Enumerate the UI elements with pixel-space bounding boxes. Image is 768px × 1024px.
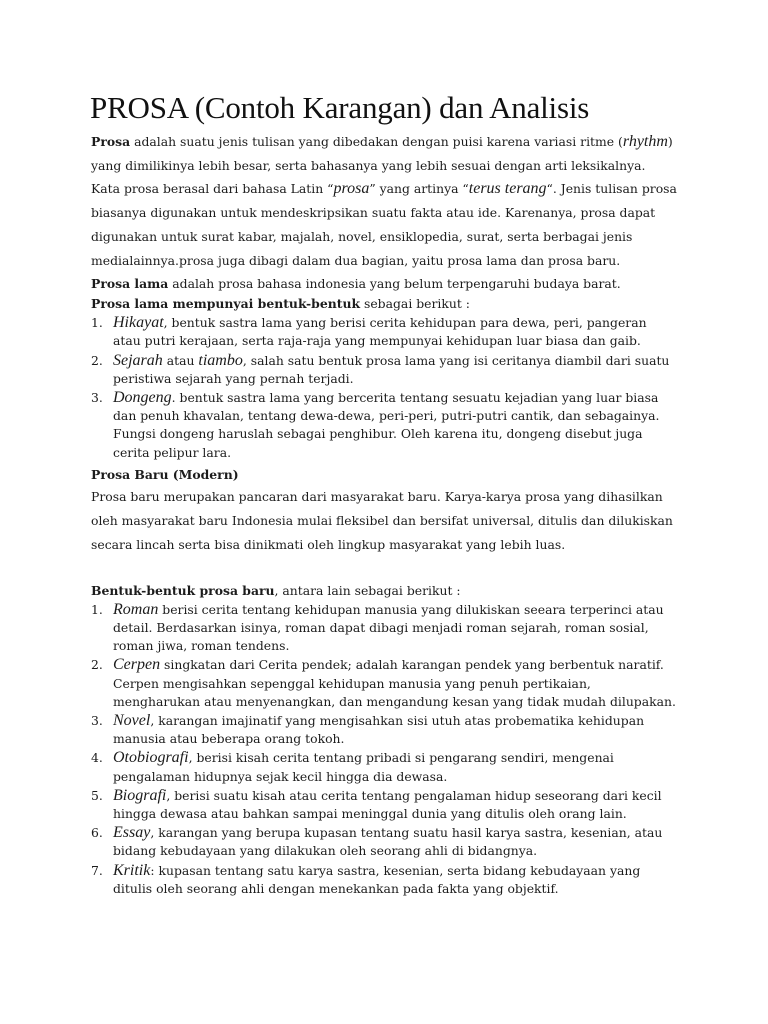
list-item [91,787,678,823]
intro-prosa: prosa [333,180,370,198]
list-number: 2. [91,352,103,368]
list-term: Cerpen [113,656,161,674]
prosa-lama-forms-lead: Prosa lama mempunyai bentuk-bentuk [91,296,361,312]
list-item [91,314,678,350]
list-number: 6. [91,825,103,841]
intro-text-b: ) yang dimilikinya lebih besar, serta bahasanya yang lebih sesuai dengan arti leksikalnya. Kata prosa berasal dari bahasa Latin “ [91,134,673,197]
list-term: Sejarah [113,351,163,369]
list-text: , karangan yang berupa kupasan tentang suatu hasil karya sastra, kesenian, atau bidang kebudayaan yang dilakukan oleh seorang ahli di bidangnya. [113,825,663,859]
list-item [91,352,678,388]
prosa-baru-forms-text: , antara lain sebagai berikut : [274,582,461,598]
prosa-lama-definition [91,274,678,294]
list-text: , karangan imajinatif yang mengisahkan sisi utuh atas probematika kehidupan manusia atau beberapa orang tokoh. [113,713,645,747]
list-text: , bentuk sastra lama yang berisi cerita kehidupan para dewa, peri, pangeran atau putri kerajaan, serta raja-raja yang mempunyai kehidupan luar biasa dan gaib. [113,315,647,349]
list-term-2: tiambo [198,351,243,369]
prosa-baru-forms-lead: Bentuk-bentuk prosa baru [91,582,275,598]
list-number: 5. [91,787,103,803]
list-term: Essay [113,824,151,842]
spacer [91,557,678,581]
list-item [91,824,678,860]
prosa-baru-list [91,601,678,898]
list-item [91,389,678,462]
intro-text-c: ” yang artinya “ [369,181,469,197]
intro-lead: Prosa [91,134,131,149]
list-term: Roman [113,600,159,618]
intro-paragraph [91,130,678,272]
list-term: Otobiografi [113,749,189,767]
intro-rhythm: rhythm [622,133,668,150]
list-term: Dongeng [113,389,172,407]
list-text: : kupasan tentang satu karya sastra, kesenian, serta bidang kebudayaan yang ditulis oleh seorang ahli dengan menekankan pada fakta yang objektif. [113,862,641,896]
prosa-baru-heading [91,465,678,485]
list-text: . bentuk sastra lama yang bercerita tentang sesuatu kejadian yang luar biasa dan penuh khavalan, tentang dewa-dewa, peri-peri, putri-putri cantik, dan sebagainya. Fungsi dongeng haruslah sebagai penghibur. Oleh karena itu, dongeng disebut juga cerita pelipur lara. [113,390,660,460]
list-term: Biografi [113,786,167,804]
list-text: singkatan dari Cerita pendek; adalah karangan pendek yang berbentuk naratif. Cerpen mengisahkan sepenggal kehidupan manusia yang penuh pertikaian, mengharukan atau menyenangkan, dan mengandung kesan yang tidak mudah dilupakan. [113,657,676,709]
prosa-lama-forms-text: sebagai berikut : [360,296,470,312]
list-number: 1. [91,601,103,617]
prosa-lama-lead: Prosa lama [91,276,169,292]
list-number: 3. [91,713,103,729]
list-item [91,749,678,785]
list-item [91,601,678,656]
prosa-baru-heading-text: Prosa Baru (Modern) [91,466,239,482]
list-item [91,862,678,898]
list-term: Novel [113,712,151,730]
list-text: berisi cerita tentang kehidupan manusia yang dilukiskan seeara terperinci atau detail. Berdasarkan isinya, roman dapat dibagi menjadi roman sejarah, roman sosial, roman jiwa, roman tendens. [113,601,664,654]
list-term: Hikayat [113,314,164,332]
list-text: , salah satu bentuk prosa lama yang isi ceritanya diambil dari suatu peristiwa sejarah yang pernah terjadi. [113,352,670,386]
list-number: 3. [91,390,103,406]
prosa-lama-list [91,314,678,462]
intro-text-d: “. Jenis tulisan prosa biasanya digunakan untuk mendeskripsikan suatu fakta atau ide. Karenanya, prosa dapat digunakan untuk surat kabar, majalah, novel, ensiklopedia, surat, serta berbagai jenis medialainnya.prosa juga dibagi dalam dua bagian, yaitu prosa lama dan prosa baru. [91,181,677,268]
prosa-lama-forms-intro [91,294,678,314]
list-text: , berisi suatu kisah atau cerita tentang pengalaman hidup seseorang dari kecil hingga dewasa atau bahkan sampai meninggal dunia yang ditulis oleh orang lain. [113,787,662,822]
list-term: Kritik [113,861,151,879]
list-number: 4. [91,750,103,766]
intro-text-a: adalah suatu jenis tulisan yang dibedakan dengan puisi karena variasi ritme ( [130,134,623,149]
list-number: 2. [91,657,103,673]
list-number: 1. [91,315,103,331]
page-title: PROSA (Contoh Karangan) dan Analisis [90,90,590,125]
list-item [91,656,678,711]
list-mid: atau [162,352,199,368]
prosa-lama-text: adalah prosa bahasa indonesia yang belum terpengaruhi budaya barat. [168,276,621,292]
intro-terus-terang: terus terang [468,180,547,198]
list-number: 7. [91,862,103,878]
prosa-baru-forms-intro [91,581,678,601]
list-text: , berisi kisah cerita tentang pribadi si pengarang sendiri, mengenai pengalaman hidupnya sejak kecil hingga dia dewasa. [113,750,614,784]
list-item [91,712,678,748]
prosa-baru-paragraph: Prosa baru merupakan pancaran dari masyarakat baru. Karya-karya prosa yang dihasilkan oleh masyarakat baru Indonesia mulai fleksibel dan bersifat universal, ditulis dan dilukiskan secara lincah serta bisa dinikmati oleh lingkup masyarakat yang lebih luas. [91,488,673,552]
